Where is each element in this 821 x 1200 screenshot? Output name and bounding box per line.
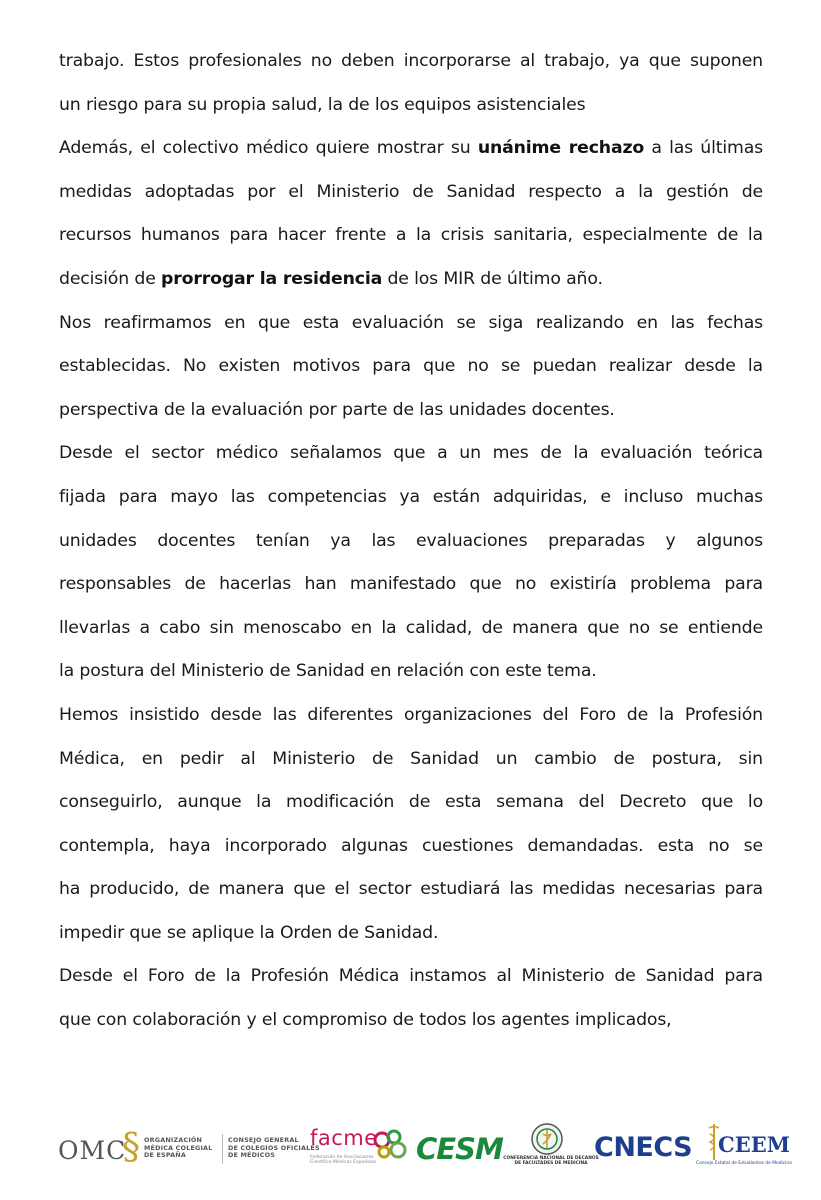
text-run: que con colaboración y el compromiso de todos los agentes implicados, <box>59 1010 672 1031</box>
conferencia-decanos-emblem-icon <box>530 1122 564 1156</box>
conferencia-decanos-name: CONFERENCIA NACIONAL DE DECANOS DE FACULTADES DE MEDICINA <box>503 1156 599 1167</box>
text-line <box>59 825 763 869</box>
text-line <box>59 40 763 84</box>
paragraph <box>59 302 763 433</box>
text-run: Nos reafirmamos en que esta evaluación se siga realizando en las fechas <box>59 312 763 333</box>
text-line <box>59 84 763 128</box>
omc-council-name: CONSEJO GENERAL DE COLEGIOS OFICIALES DE MÉDICOS <box>228 1136 320 1160</box>
text-line <box>59 520 763 564</box>
text-line <box>59 563 763 607</box>
facme-rings-icon <box>372 1128 412 1162</box>
omc-emblem-icon: § <box>122 1127 140 1168</box>
logo-footer <box>58 1118 792 1178</box>
paragraph <box>59 432 763 694</box>
text-run: decisión de <box>59 268 162 289</box>
omc-divider <box>222 1134 223 1164</box>
text-run: unidades docentes tenían ya las evaluaciones preparadas y algunos <box>59 530 763 551</box>
text-run: responsables de hacerlas han manifestado que no existiría problema para <box>59 574 763 595</box>
text-line <box>59 650 763 694</box>
text-line <box>59 868 763 912</box>
text-line <box>59 607 763 651</box>
text-run: un riesgo para su propia salud, la de los equipos asistenciales <box>59 94 586 115</box>
cesm-logo-text: CESM <box>416 1132 503 1166</box>
text-run: llevarlas a cabo sin menoscabo en la calidad, de manera que no se entiende <box>59 617 763 638</box>
omc-organization-name: ORGANIZACIÓN MÉDICA COLEGIAL DE ESPAÑA <box>144 1136 213 1160</box>
text-line <box>59 694 763 738</box>
text-line <box>59 912 763 956</box>
text-run: contempla, haya incorporado algunas cuestiones demandadas. esta no se <box>59 835 763 856</box>
text-run: perspectiva de la evaluación por parte de las unidades docentes. <box>59 399 615 420</box>
bold-emphasis: prorrogar la residencia <box>161 268 383 289</box>
text-line <box>59 999 763 1043</box>
text-run: la postura del Ministerio de Sanidad en relación con este tema. <box>59 661 597 682</box>
text-line <box>59 302 763 346</box>
text-run: Además, el colectivo médico quiere mostrar su <box>59 138 478 159</box>
text-run: Desde el Foro de la Profesión Médica instamos al Ministerio de Sanidad para <box>59 966 763 987</box>
text-run: impedir que se aplique la Orden de Sanidad. <box>59 922 439 943</box>
document-body <box>59 40 763 1043</box>
text-run: Hemos insistido desde las diferentes organizaciones del Foro de la Profesión <box>59 704 763 725</box>
cnecs-logo-text: CNECS <box>594 1132 693 1163</box>
ceem-logo-text: CEEM <box>718 1132 790 1157</box>
text-run: Desde el sector médico señalamos que a un mes de la evaluación teórica <box>59 443 763 464</box>
text-run: establecidas. No existen motivos para que no se puedan realizar desde la <box>59 356 763 377</box>
text-line <box>59 738 763 782</box>
text-line <box>59 214 763 258</box>
facme-logo-text: facme <box>310 1126 378 1150</box>
text-run: Médica, en pedir al Ministerio de Sanidad un cambio de postura, sin <box>59 748 763 769</box>
text-run: de los MIR de último año. <box>382 268 603 289</box>
omc-logo-text: OMC <box>58 1136 127 1165</box>
text-run: fijada para mayo las competencias ya están adquiridas, e incluso muchas <box>59 486 763 507</box>
paragraph <box>59 955 763 1042</box>
text-line <box>59 955 763 999</box>
text-run: recursos humanos para hacer frente a la crisis sanitaria, especialmente de la <box>59 225 763 246</box>
text-line <box>59 127 763 171</box>
text-run: ha producido, de manera que el sector estudiará las medidas necesarias para <box>59 879 763 900</box>
facme-logo-subtitle: Federación de Asociaciones Científico Médicas Españolas <box>310 1155 377 1166</box>
text-line <box>59 432 763 476</box>
paragraph <box>59 694 763 956</box>
text-line <box>59 781 763 825</box>
text-run: a las últimas <box>644 138 763 159</box>
ceem-logo-subtitle: Consejo Estatal de Estudiantes de Medicina <box>696 1161 792 1166</box>
text-run: trabajo. Estos profesionales no deben incorporarse al trabajo, ya que suponen <box>59 51 763 71</box>
text-line <box>59 476 763 520</box>
text-run: conseguirlo, aunque la modificación de esta semana del Decreto que lo <box>59 792 763 813</box>
paragraph <box>59 127 763 301</box>
text-run: medidas adoptadas por el Ministerio de Sanidad respecto a la gestión de <box>59 181 763 202</box>
text-line <box>59 345 763 389</box>
text-line <box>59 258 763 302</box>
bold-emphasis: unánime rechazo <box>477 138 645 159</box>
text-line <box>59 389 763 433</box>
paragraph <box>59 40 763 127</box>
text-line <box>59 171 763 215</box>
